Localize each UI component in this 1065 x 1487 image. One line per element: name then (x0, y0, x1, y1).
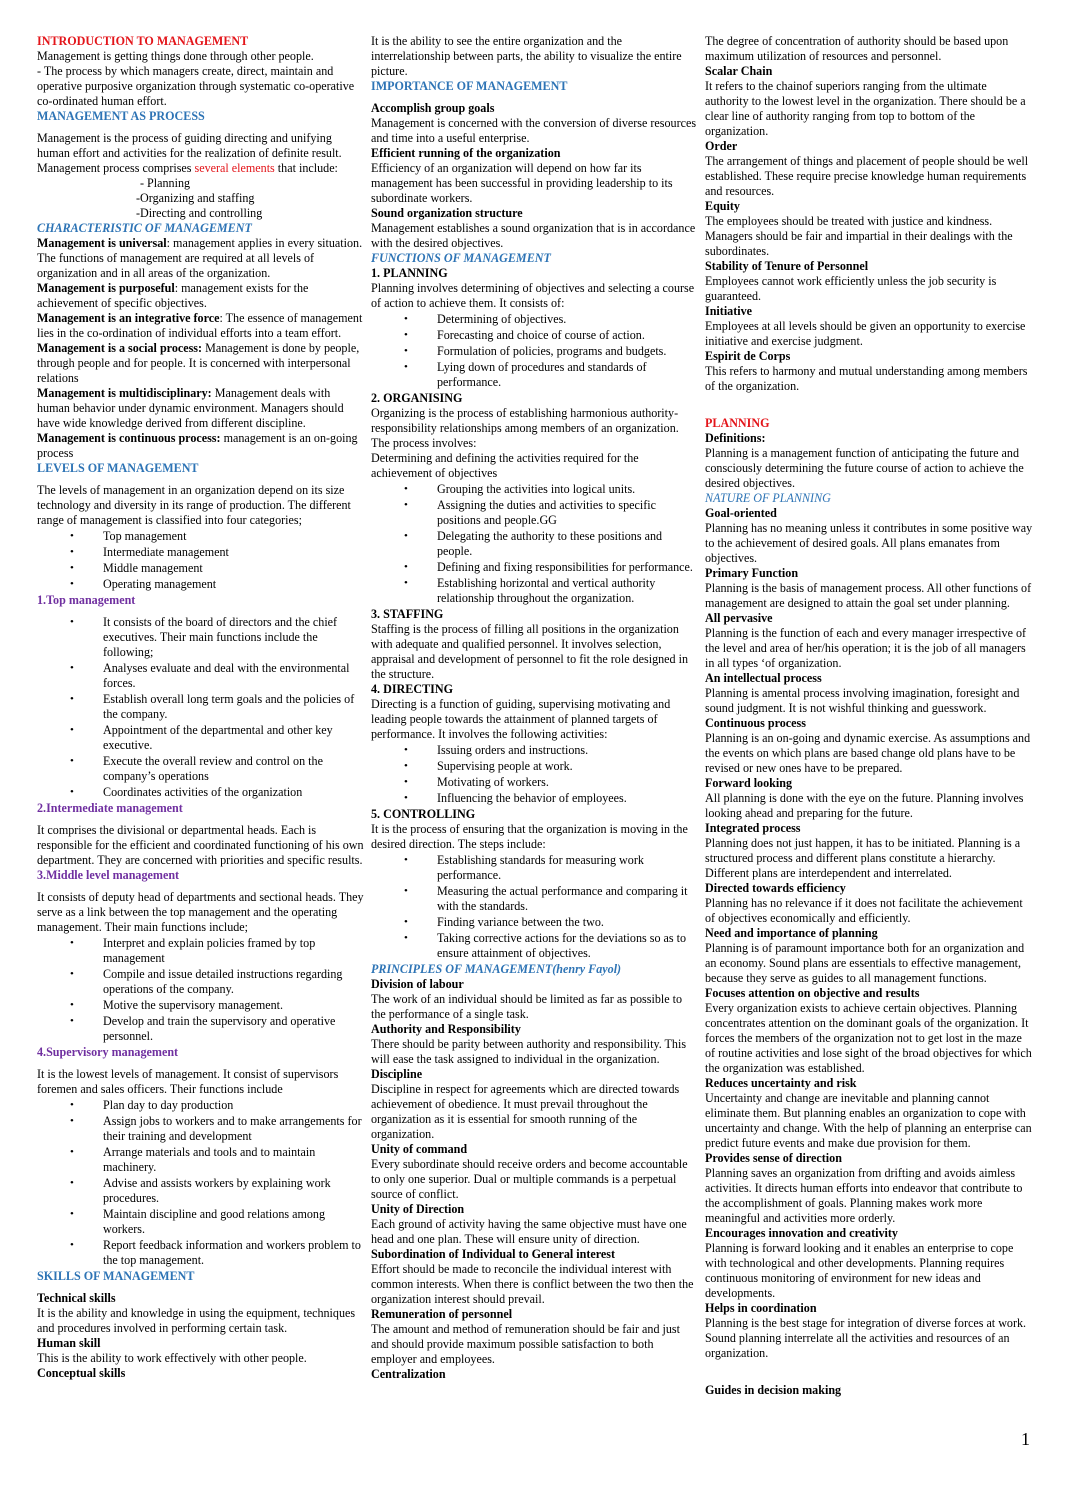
middle-p: It consists of deputy head of departments and sectional heads. They serve as a link between the top management and the operating management. Their main functions include; (37, 890, 364, 934)
inter-p: It comprises the divisional or departmental heads. Each is responsible for the efficient and coordinated functioning of his own department. They are concerned with priorities and specific results. (37, 823, 364, 867)
list-item: • Report feedback information and workers problem to the top management. (37, 1238, 365, 1268)
tech-p: It is the ability and knowledge in using the equipment, techniques and procedures involved in performing certain task. (37, 1306, 356, 1335)
list-item: • Appointment of the departmental and other key executive. (37, 723, 365, 753)
process-p2-a: Management process comprises (37, 161, 195, 175)
nature-item-text: Planning is the function of each and every manager irrespective of the level and area of her/his operation; it is the job of all managers in all types ‘of organization. (705, 626, 1027, 670)
planning-section-title: PLANNING (705, 416, 770, 430)
nature-item-text: All planning is done with the eye on the future. Planning involves looking ahead and preparing for the future. (705, 791, 1024, 820)
principle-title: Remuneration of personnel (371, 1307, 513, 1321)
principle-text: Each ground of activity having the same objective must have one head and one plan. These will ensure unity of direction. (371, 1217, 687, 1246)
char-text: Management is done by people, through people and for people. It is concerned with interpersonal relations (37, 341, 360, 385)
planning-title: 1. PLANNING (371, 266, 448, 280)
list-item: • Taking corrective actions for the deviations so as to ensure attainment of objectives. (371, 931, 698, 961)
principle-title: Scalar Chain (705, 64, 773, 78)
process-p2-c: that include: (274, 161, 338, 175)
functions-title: FUNCTIONS OF MANAGEMENT (371, 251, 551, 265)
nature-item-text: Planning is forward looking and it enables an enterprise to cope with technological and other developments. Planning requires continuous monitoring of environment for new ideas and developments. (705, 1241, 1014, 1300)
char-item (37, 431, 365, 461)
principle-title: Authority and Responsibility (371, 1022, 521, 1036)
page-number: 1 (1021, 1429, 1030, 1449)
list-item: • Measuring the actual performance and comparing it with the standards. (371, 884, 698, 914)
nature-item-title: Reduces uncertainty and risk (705, 1076, 857, 1090)
organising-list (371, 482, 698, 606)
char-text: : The essence of management lies in the co-ordination of individual efforts into a team effort. (37, 311, 363, 340)
list-item: • Formulation of policies, programs and budgets. (371, 344, 698, 359)
nature-item-text: Planning is of paramount importance both for an organization and an economy. Sound plans are essentials to effective management, because they serve as guides to all management functions. (705, 941, 1025, 985)
list-item: • Influencing the behavior of employees. (371, 791, 698, 806)
concept-p: It is the ability to see the entire organization and the interrelationship between parts, the ability to visualize the entire picture. (371, 34, 682, 78)
principle-text: Employees at all levels should be given an opportunity to exercise initiative and exercise judgment. (705, 319, 1026, 348)
super-list (37, 1098, 365, 1268)
list-item: • Develop and train the supervisory and operative personnel. (37, 1014, 365, 1044)
nature-item-title: Continuous process (705, 716, 806, 730)
nature-item-text: Planning has no meaning unless it contributes in some positive way to the achievement of desired goals. All plans emanates from objectives. (705, 521, 1033, 565)
principle-text: It refers to the chainof superiors ranging from the ultimate authority to the lowest level in the organization. There should be a clear line of authority ranging from top to bottom of the organization. (705, 79, 1026, 138)
char-term: Management is multidisciplinary: (37, 386, 212, 400)
nature-item-text: Uncertainty and change are inevitable and planning cannot eliminate them. But planning enables an organization to cope with uncertainty and change. With the help of planning an enterprise can predict future events and make due provision for them. (705, 1091, 1032, 1150)
char-item (37, 281, 365, 311)
list-item: • Establishing standards for measuring work performance. (371, 853, 698, 883)
controlling-p: It is the process of ensuring that the organization is moving in the desired direction. The steps include: (371, 822, 688, 851)
list-item: • Plan day to day production (37, 1098, 365, 1113)
list-item: • Determining of objectives. (371, 312, 698, 327)
char-title: CHARACTERISTIC OF MANAGEMENT (37, 221, 252, 235)
nature-item-text: Planning is an on-going and dynamic exercise. As assumptions and the events on which plans are based change old plans have to be revised or new ones have to be prepared. (705, 731, 1031, 775)
list-item: • Arrange materials and tools and to maintain machinery. (37, 1145, 365, 1175)
principle-text: There should be parity between authority and responsibility. This will ease the task assigned to individual in the organization. (371, 1037, 687, 1066)
list-item: • Analyses evaluate and deal with the environmental forces. (37, 661, 365, 691)
principle-title: Espirit de Corps (705, 349, 791, 363)
top-list (37, 615, 365, 800)
organising-title: 2. ORGANISING (371, 391, 463, 405)
imp-text: Management establishes a sound organization that is in accordance with the desired objectives. (371, 221, 696, 250)
nature-item-title: Directed towards efficiency (705, 881, 846, 895)
nature-item-text: Planning has no relevance if it does not facilitate the achievement of objectives economically and efficiently. (705, 896, 1023, 925)
column-2 (371, 34, 698, 1382)
process-p1: Management is the process of guiding directing and unifying human effort and activities for the realization of definite result. (37, 131, 342, 160)
concept-title: Conceptual skills (37, 1366, 126, 1380)
char-item (37, 236, 365, 281)
principle-title: Order (705, 139, 738, 153)
nature-item-title: Forward looking (705, 776, 793, 790)
list-item: • Interpret and explain policies framed by top management (37, 936, 365, 966)
directing-title: 4. DIRECTING (371, 682, 453, 696)
central-p: The degree of concentration of authority should be based upon maximum utilization of resources and personnel. (705, 34, 1009, 63)
principle-text: This refers to harmony and mutual understanding among members of the organization. (705, 364, 1028, 393)
list-item: • Intermediate management (37, 545, 365, 560)
intro-p1: Management is getting things done through other people. (37, 49, 314, 63)
list-item: • Assigning the duties and activities to specific positions and people.GG (371, 498, 698, 528)
column-1 (37, 34, 365, 1381)
list-item: • Defining and fixing responsibilities for performance. (371, 560, 698, 575)
list-item: • Middle management (37, 561, 365, 576)
planning-list (371, 312, 698, 390)
char-term: Management is an integrative force (37, 311, 220, 325)
nature-item-title: All pervasive (705, 611, 773, 625)
definitions-p: Planning is a management function of anticipating the future and consciously determining the future course of action to achieve the desired objectives. (705, 446, 1024, 490)
top-title: 1.Top management (37, 593, 136, 607)
intro-title: INTRODUCTION TO MANAGEMENT (37, 34, 249, 48)
levels-list (37, 529, 365, 592)
process-title: MANAGEMENT AS PROCESS (37, 109, 205, 123)
principle-title: Initiative (705, 304, 753, 318)
imp-title: Efficient running of the organization (371, 146, 561, 160)
principle-text: The amount and method of remuneration should be fair and just and should provide maximum possible satisfaction to both employer and employees. (371, 1322, 680, 1366)
char-item (37, 311, 365, 341)
directing-p: Directing is a function of guiding, supervising motivating and leading people towards the attainment of planned targets of performance. It involves the following activities: (371, 697, 671, 741)
list-item: • Motive the supervisory management. (37, 998, 365, 1013)
char-text: Management deals with human behavior under dynamic environment. Managers should have wide knowledge derived from different discipline. (37, 386, 344, 430)
directing-list (371, 743, 698, 806)
nature-item-title: Helps in coordination (705, 1301, 817, 1315)
list-item: • It consists of the board of directors and the chief executives. Their main functions include the following; (37, 615, 365, 660)
intro-p2: - The process by which managers create, direct, maintain and operative purposive organization through systematic co-operative co-ordinated human effort. (37, 64, 355, 108)
process-p2 (37, 161, 365, 176)
planning-p: Planning involves determining of objectives and selecting a course of action to achieve them. It consists of: (371, 281, 695, 310)
list-item: • Top management (37, 529, 365, 544)
controlling-title: 5. CONTROLLING (371, 807, 476, 821)
nature-item-text: Every organization exists to achieve certain objectives. Planning concentrates attention on the dominant goals of the organization. It forces the members of the organization not to get lost in the maze of routine activities and lose sight of the broad objectives for which the organization was established. (705, 1001, 1032, 1075)
nature-item-title: Primary Function (705, 566, 799, 580)
char-item (37, 386, 365, 431)
nature-item-text: Planning saves an organization from drifting and avoids aimless activities. It directs human efforts into endeavor that contribute to the accomplishment of goals. Planning makes work more meaningful and activities more orderly. (705, 1166, 1023, 1225)
principle-title: Unity of Direction (371, 1202, 465, 1216)
char-term: Management is universal (37, 236, 167, 250)
nature-item-title: Goal-oriented (705, 506, 777, 520)
char-term: Management is a social process: (37, 341, 203, 355)
char-item (37, 341, 365, 386)
list-item: • Maintain discipline and good relations among workers. (37, 1207, 365, 1237)
list-item: • Advise and assists workers by explaining work procedures. (37, 1176, 365, 1206)
char-text: management is an on-going process (37, 431, 358, 460)
nature-item-text: Planning is the basis of management process. All other functions of management are designed to attain the goal set under planning. (705, 581, 1032, 610)
imp-text: Efficiency of an organization will depend on how far its management has been successful in providing leadership to its subordinate workers. (371, 161, 673, 205)
list-item: • Coordinates activities of the organization (37, 785, 365, 800)
human-title: Human skill (37, 1336, 101, 1350)
principle-text: The employees should be treated with justice and kindness. Managers should be fair and impartial in their dealings with the subordinates. (705, 214, 1013, 258)
super-title: 4.Supervisory management (37, 1045, 179, 1059)
nature-item-title: An intellectual process (705, 671, 822, 685)
definitions-title: Definitions: (705, 431, 766, 445)
list-item: • Issuing orders and instructions. (371, 743, 698, 758)
human-p: This is the ability to work effectively with other people. (37, 1351, 307, 1365)
principles-title: PRINCIPLES OF MANAGEMENT(henry Fayol) (371, 962, 622, 976)
principle-title: Stability of Tenure of Personnel (705, 259, 869, 273)
process-item: -Directing and controlling (136, 206, 263, 220)
process-item: -Organizing and staffing (136, 191, 255, 205)
char-term: Management is continuous process: (37, 431, 221, 445)
middle-title: 3.Middle level management (37, 868, 180, 882)
list-item: • Establish overall long term goals and the policies of the company. (37, 692, 365, 722)
organising-p1: Organizing is the process of establishing harmonious authority-responsibility relationships among members of an organization. The process involves: (371, 406, 679, 450)
guides-title: Guides in decision making (705, 1383, 842, 1397)
char-text: : management applies in every situation. The functions of management are required at all levels of organization and in all areas of the organization. (37, 236, 363, 280)
nature-item-title: Need and importance of planning (705, 926, 878, 940)
nature-item-text: Planning is amental process involving imagination, foresight and sound judgment. It is not wishful thinking and guesswork. (705, 686, 1020, 715)
tech-title: Technical skills (37, 1291, 116, 1305)
list-item: • Assign jobs to workers and to make arrangements for their training and development (37, 1114, 365, 1144)
principle-text: The arrangement of things and placement of people should be well established. These require precise knowledge human requirements and resources. (705, 154, 1029, 198)
list-item: • Operating management (37, 577, 365, 592)
list-item: • Grouping the activities into logical units. (371, 482, 698, 497)
principle-title: Unity of command (371, 1142, 468, 1156)
char-text: : management exists for the achievement of specific objectives. (37, 281, 309, 310)
nature-item-text: Planning does not just happen, it has to be initiated. Planning is a structured process and different plans constitute a hierarchy. Different plans are interdependent and interrelated. (705, 836, 1021, 880)
imp-title: Accomplish group goals (371, 101, 495, 115)
list-item: • Lying down of procedures and standards of performance. (371, 360, 698, 390)
nature-title: NATURE OF PLANNING (705, 491, 831, 505)
list-item: • Forecasting and choice of course of action. (371, 328, 698, 343)
principle-text: Employees cannot work efficiently unless the job security is guaranteed. (705, 274, 997, 303)
list-item: • Compile and issue detailed instructions regarding operations of the company. (37, 967, 365, 997)
central-title: Centralization (371, 1367, 446, 1381)
importance-title: IMPORTANCE OF MANAGEMENT (371, 79, 568, 93)
imp-title: Sound organization structure (371, 206, 523, 220)
list-item: • Finding variance between the two. (371, 915, 698, 930)
char-term: Management is purposeful (37, 281, 175, 295)
principle-text: Discipline in respect for agreements which are directed towards achievement of obedience. It must prevail throughout the organization as it is essential for smooth running of the organization. (371, 1082, 680, 1141)
imp-text: Management is concerned with the conversion of diverse resources and time into a useful enterprise. (371, 116, 697, 145)
levels-p: The levels of management in an organization depend on its size technology and diversity in its range of production. The different range of management is classified into four categories; (37, 483, 351, 527)
principle-title: Subordination of Individual to General interest (371, 1247, 616, 1261)
nature-item-text: Planning is the best stage for integration of diverse forces at work. Sound planning interrelate all the activities and resources of an organization. (705, 1316, 1027, 1360)
column-3 (705, 34, 1033, 1398)
principle-text: The work of an individual should be limited as far as possible to the performance of a single task. (371, 992, 683, 1021)
list-item: • Execute the overall review and control on the company’s operations (37, 754, 365, 784)
nature-item-title: Provides sense of direction (705, 1151, 842, 1165)
list-item: • Supervising people at work. (371, 759, 698, 774)
principle-title: Equity (705, 199, 740, 213)
inter-title: 2.Intermediate management (37, 801, 183, 815)
nature-item-title: Integrated process (705, 821, 801, 835)
staffing-p: Staffing is the process of filling all positions in the organization with adequate and qualified personnel. It involves selection, appraisal and development of personnel to fit the role designed in the structure. (371, 622, 689, 681)
list-item: • Motivating of workers. (371, 775, 698, 790)
controlling-list (371, 853, 698, 961)
process-p2-highlight: several elements (194, 161, 275, 175)
nature-item-title: Encourages innovation and creativity (705, 1226, 898, 1240)
organising-p2: Determining and defining the activities required for the achievement of objectives (371, 451, 639, 480)
super-p: It is the lowest levels of management. It consist of supervisors foremen and sales officers. Their functions include (37, 1067, 339, 1096)
principle-title: Discipline (371, 1067, 423, 1081)
staffing-title: 3. STAFFING (371, 607, 444, 621)
skills-title: SKILLS OF MANAGEMENT (37, 1269, 195, 1283)
principle-title: Division of labour (371, 977, 464, 991)
principle-text: Every subordinate should receive orders and become accountable to only one superior. Dual or multiple commands is a perpetual source of conflict. (371, 1157, 688, 1201)
list-item: • Delegating the authority to these positions and people. (371, 529, 698, 559)
nature-item-title: Focuses attention on objective and results (705, 986, 920, 1000)
list-item: • Establishing horizontal and vertical authority relationship throughout the organization. (371, 576, 698, 606)
middle-list (37, 936, 365, 1044)
principle-text: Effort should be made to reconcile the individual interest with common interests. When there is conflict between the two then the organization interest should prevail. (371, 1262, 694, 1306)
process-item: - Planning (140, 176, 191, 190)
levels-title: LEVELS OF MANAGEMENT (37, 461, 199, 475)
